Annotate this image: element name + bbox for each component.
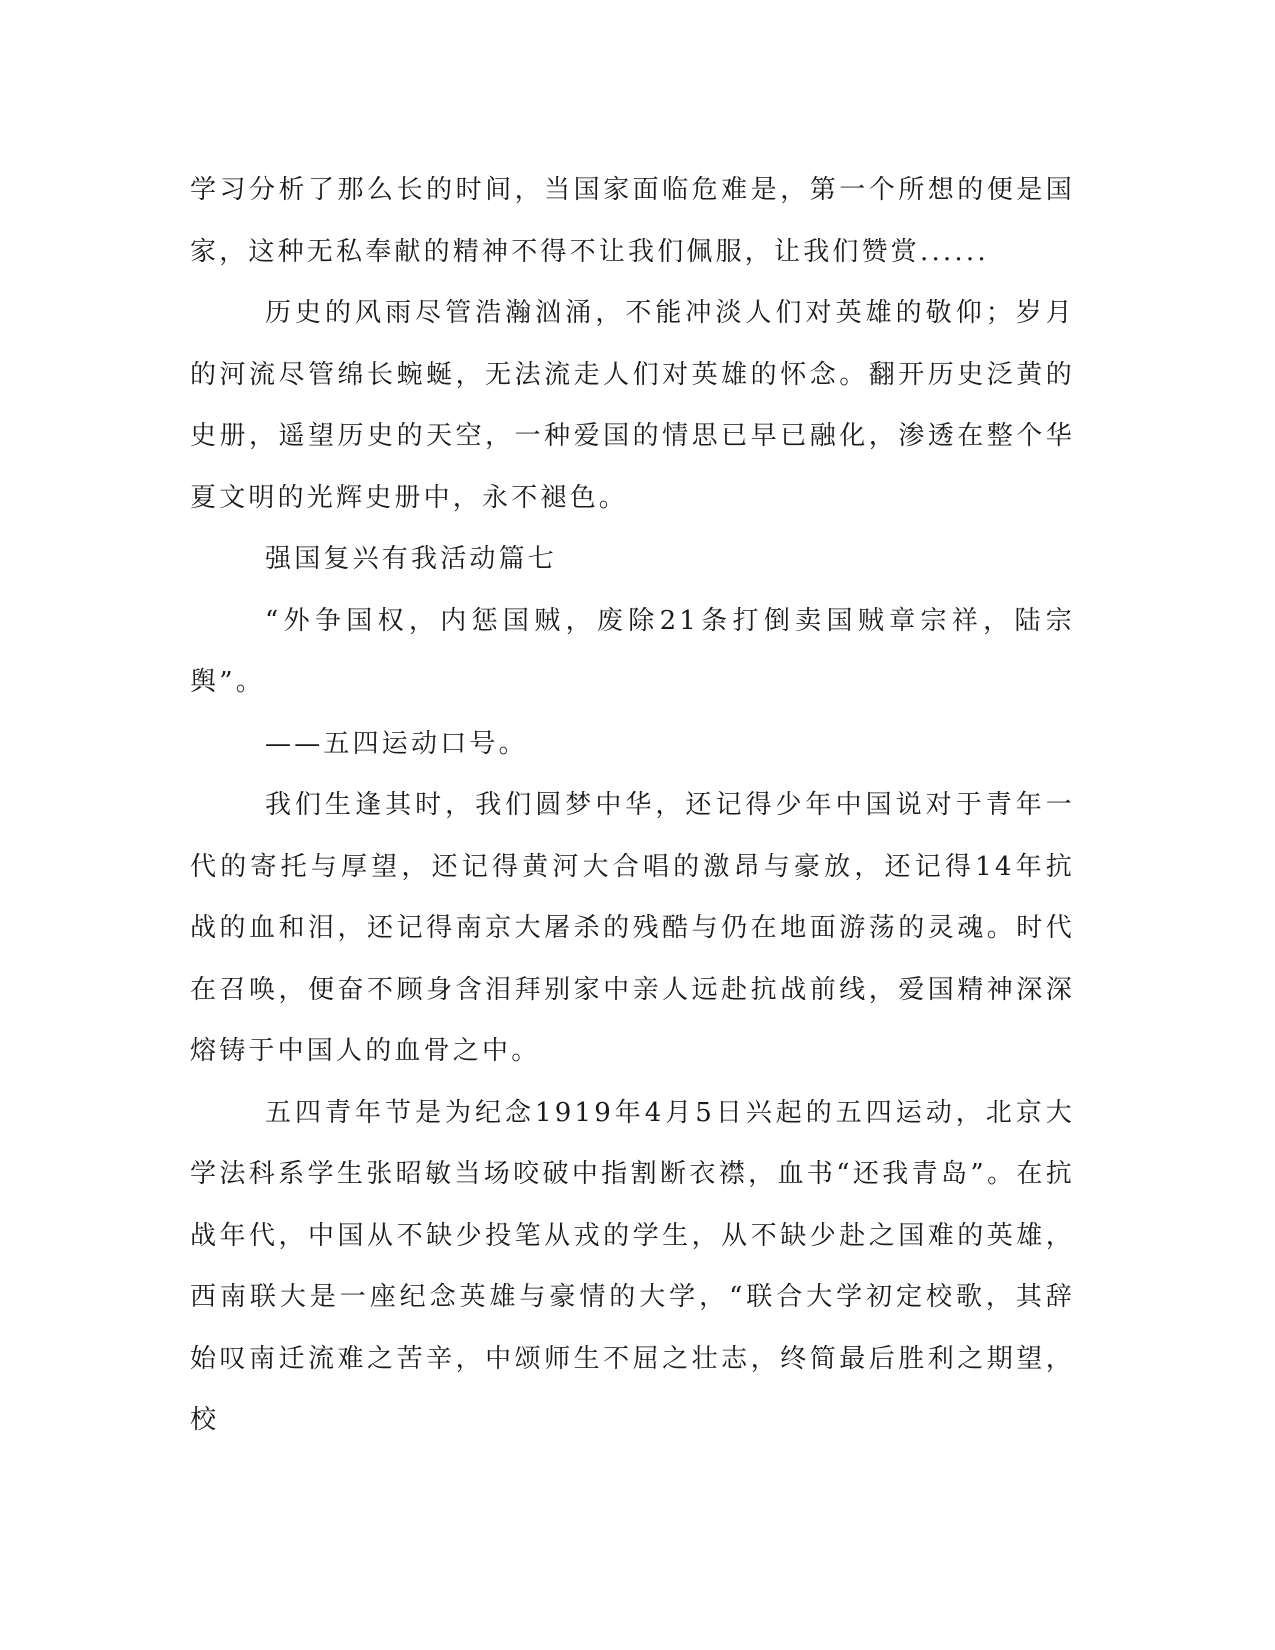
section-heading: 强国复兴有我活动篇七 (265, 544, 558, 574)
slogan-quote: “外争国权，内惩国贼，废除21条打倒卖国贼章宗祥，陆宗舆”。 (190, 605, 1075, 697)
paragraph-memory: 我们生逢其时，我们圆梦中华，还记得少年中国说对于青年一代的寄托与厚望，还记得黄河大合唱的激昂与豪放，还记得14年抗战的血和泪，还记得南京大屠杀的残酷与仍在地面游荡的灵魂。时代在召唤，便奋不顾身含泪拜别家中亲人远赴抗战前线，爱国精神深深熔铸于中国人的血骨之中。 (190, 790, 1075, 1066)
quote-attribution: ——五四运动口号。 (265, 728, 528, 759)
document-body (190, 160, 1075, 1452)
paragraph-youth-day: 五四青年节是为纪念1919年4月5日兴起的五四运动，北京大学法科系学生张昭敏当场咬破中指割断衣襟，血书“还我青岛”。在抗战年代，中国从不缺少投笔从戎的学生，从不缺少赴之国难的英雄，西南联大是一座纪念英雄与豪情的大学，“联合大学初定校歌，其辞始叹南迁流难之苦辛，中颂师生不屈之壮志，终简最后胜利之期望，校 (190, 1097, 1075, 1435)
paragraph-continued: 学习分析了那么长的时间，当国家面临危难是，第一个所想的便是国家，这种无私奉献的精神不得不让我们佩服，让我们赞赏...... (190, 175, 1075, 267)
paragraph-history: 历史的风雨尽管浩瀚汹涌，不能冲淡人们对英雄的敬仰；岁月的河流尽管绵长蜿蜒，无法流走人们对英雄的怀念。翻开历史泛黄的史册，遥望历史的天空，一种爱国的情思已早已融化，渗透在整个华夏文明的光辉史册中，永不褪色。 (190, 298, 1075, 513)
